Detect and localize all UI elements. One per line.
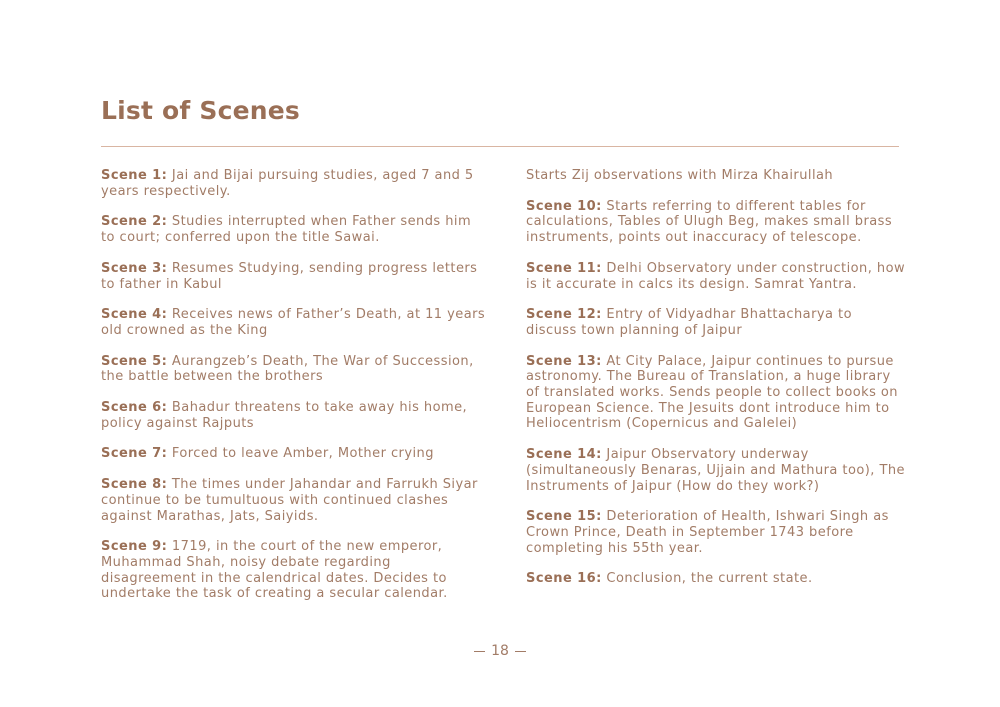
- scene-text: Aurangzeb’s Death, The War of Succession, the battle between the brothers: [101, 353, 474, 385]
- scene-text: Jaipur Observatory underway (simultaneously Benaras, Ujjain and Mathura too), The Instruments of Jaipur (How do they work?): [526, 447, 905, 494]
- scene-14: [526, 447, 906, 494]
- page-number: 18: [491, 643, 509, 659]
- dash-left: [474, 651, 485, 652]
- scene-list-right: [526, 168, 906, 602]
- scene-text: Deterioration of Health, Ishwari Singh as Crown Prince, Death in September 1743 before completing his 55th year.: [526, 509, 889, 556]
- scene-11: [526, 261, 906, 292]
- scene-text: Jai and Bijai pursuing studies, aged 7 and 5 years respectively.: [101, 168, 474, 199]
- scene-text: Resumes Studying, sending progress letters to father in Kabul: [101, 260, 478, 292]
- scene-label: Scene 7:: [101, 446, 168, 462]
- scene-4: [101, 307, 486, 338]
- scene-16: [526, 571, 906, 587]
- scene-6: [101, 400, 486, 431]
- scene-9-continuation: Starts Zij observations with Mirza Khairullah: [526, 168, 834, 183]
- scene-label: Scene 1:: [101, 168, 168, 183]
- scene-13: [526, 354, 906, 433]
- scene-label: Scene 13:: [526, 353, 602, 369]
- scene-5: [101, 354, 486, 385]
- scene-list-left: [101, 168, 486, 617]
- scene-text: At City Palace, Jaipur continues to pursue astronomy. The Bureau of Translation, a huge library of translated works. Sends people to collect books on European Science. The Jesuits dont introduce him to Heliocentrism (Copernicus and Galelei): [526, 353, 898, 432]
- scene-text: Delhi Observatory under construction, how is it accurate in calcs its design. Samrat Yantra.: [526, 260, 906, 292]
- scene-text: Receives news of Father’s Death, at 11 years old crowned as the King: [101, 307, 486, 338]
- scene-label: Scene 6:: [101, 400, 168, 416]
- scene-label: Scene 16:: [526, 571, 602, 587]
- scene-2: [101, 214, 486, 245]
- scene-text: Entry of Vidyadhar Bhattacharya to discuss town planning of Jaipur: [526, 307, 852, 338]
- scene-text: 1719, in the court of the new emperor, Muhammad Shah, noisy debate regarding disagreement in the calendrical dates. Decides to undertake the task of creating a secular calendar.: [101, 539, 448, 602]
- scene-text: The times under Jahandar and Farrukh Siyar continue to be tumultuous with continued clashes against Marathas, Jats, Saiyids.: [101, 477, 478, 524]
- scene-text: Starts referring to different tables for calculations, Tables of Ulugh Beg, makes small brass instruments, points out inaccuracy of telescope.: [526, 198, 893, 246]
- scene-label: Scene 4:: [101, 307, 168, 323]
- scene-label: Scene 9:: [101, 539, 168, 555]
- scene-15: [526, 509, 906, 556]
- scene-9: [101, 539, 486, 602]
- scene-1: [101, 168, 486, 199]
- title-divider: [101, 146, 899, 147]
- scene-label: Scene 5:: [101, 353, 168, 369]
- dash-right: [515, 651, 526, 652]
- scene-8: [101, 477, 486, 524]
- scene-12: [526, 307, 906, 338]
- page-footer: [0, 643, 1000, 659]
- scene-label: Scene 3:: [101, 260, 168, 276]
- scene-label: Scene 12:: [526, 307, 602, 323]
- scene-text: Conclusion, the current state.: [601, 571, 813, 587]
- scene-label: Scene 10:: [526, 198, 602, 214]
- scene-text: Bahadur threatens to take away his home, policy against Rajputs: [101, 400, 468, 431]
- scene-label: Scene 14:: [526, 447, 602, 463]
- scene-10: [526, 199, 906, 246]
- scene-text: Studies interrupted when Father sends him to court; conferred upon the title Sawai.: [101, 214, 472, 246]
- scene-text: Forced to leave Amber, Mother crying: [167, 446, 434, 462]
- scene-label: Scene 8:: [101, 477, 168, 493]
- scene-7: [101, 446, 486, 462]
- page-title: List of Scenes: [101, 96, 301, 125]
- scene-3: [101, 261, 486, 292]
- scene-label: Scene 2:: [101, 214, 168, 230]
- scene-label: Scene 11:: [526, 260, 602, 276]
- scene-label: Scene 15:: [526, 509, 602, 525]
